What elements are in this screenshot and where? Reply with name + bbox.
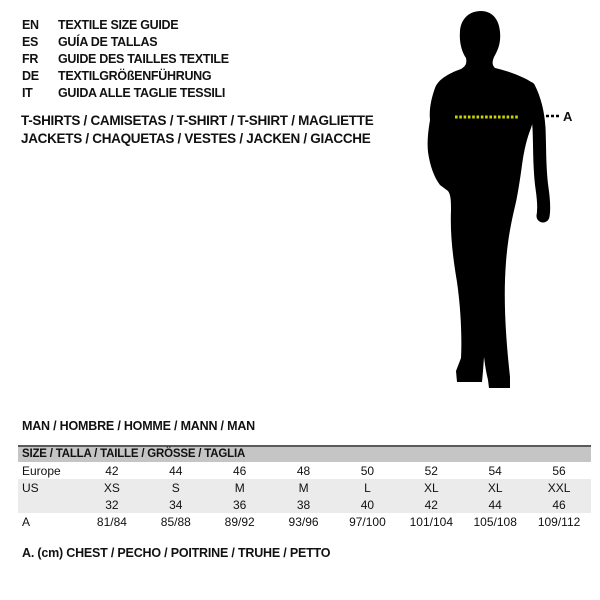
garment-line-jackets: JACKETS / CHAQUETAS / VESTES / JACKEN / GIACCHE bbox=[21, 131, 371, 146]
size-cell: M bbox=[234, 480, 245, 495]
size-cell: 50 bbox=[360, 463, 375, 478]
size-cell: 85/88 bbox=[160, 514, 191, 529]
table-row-europe bbox=[18, 462, 591, 479]
size-table bbox=[18, 445, 591, 530]
size-cell: 101/104 bbox=[409, 514, 453, 529]
size-cell: 52 bbox=[424, 463, 438, 478]
man-body-shape bbox=[428, 11, 538, 388]
row-label: Europe bbox=[22, 463, 61, 478]
size-cell: XXL bbox=[547, 480, 571, 495]
language-row-it bbox=[22, 84, 229, 101]
language-title: GUIDE DES TAILLES TEXTILE bbox=[58, 51, 229, 66]
size-cell: 34 bbox=[169, 497, 183, 512]
language-title: TEXTILE SIZE GUIDE bbox=[58, 17, 179, 32]
size-cell: 36 bbox=[233, 497, 247, 512]
size-cell: 44 bbox=[488, 497, 502, 512]
section-title-man: MAN / HOMBRE / HOMME / MANN / MAN bbox=[22, 419, 255, 433]
size-cell: XS bbox=[103, 480, 120, 495]
garment-categories bbox=[21, 112, 373, 148]
man-right-arm-shape bbox=[529, 88, 544, 216]
garment-line-tshirts: T-SHIRTS / CAMISETAS / T-SHIRT / T-SHIRT / MAGLIETTE bbox=[21, 113, 374, 128]
language-code: ES bbox=[22, 34, 39, 49]
size-cell: 97/100 bbox=[349, 514, 386, 529]
size-cell: 54 bbox=[488, 463, 502, 478]
size-cell: 56 bbox=[552, 463, 566, 478]
size-cell: L bbox=[364, 480, 371, 495]
man-right-hand-shape bbox=[537, 203, 549, 221]
size-cell: 48 bbox=[296, 463, 311, 478]
language-code: DE bbox=[22, 68, 39, 83]
language-title: GUÍA DE TALLAS bbox=[58, 34, 158, 49]
language-code: IT bbox=[22, 85, 33, 100]
size-cell: 81/84 bbox=[96, 514, 127, 529]
language-row-en bbox=[22, 16, 229, 33]
language-title: GUIDA ALLE TAGLIE TESSILI bbox=[58, 85, 226, 100]
size-cell: XL bbox=[423, 480, 439, 495]
table-row-us-numbers bbox=[18, 496, 591, 513]
table-row-us-letters bbox=[18, 479, 591, 496]
language-row-es bbox=[22, 33, 229, 50]
row-label: US bbox=[22, 480, 39, 495]
size-cell: 44 bbox=[169, 463, 183, 478]
language-list bbox=[22, 16, 229, 101]
size-cell: 89/92 bbox=[224, 514, 255, 529]
size-table-header: SIZE / TALLA / TAILLE / GRÖSSE / TAGLIA bbox=[18, 447, 591, 462]
measurement-legend: A. (cm) CHEST / PECHO / POITRINE / TRUHE / PETTO bbox=[22, 546, 331, 560]
language-title: TEXTILGRÖßENFÜHRUNG bbox=[58, 68, 212, 83]
size-cell: 32 bbox=[105, 497, 119, 512]
man-silhouette-svg bbox=[395, 0, 600, 400]
measure-label-a: A bbox=[563, 109, 573, 124]
language-code: FR bbox=[22, 51, 39, 66]
size-cell: 38 bbox=[296, 497, 311, 512]
language-row-de bbox=[22, 67, 229, 84]
size-cell: 109/112 bbox=[537, 514, 581, 529]
size-cell: 40 bbox=[360, 497, 375, 512]
size-cell: 42 bbox=[424, 497, 438, 512]
man-silhouette-figure bbox=[395, 0, 600, 400]
language-row-fr bbox=[22, 50, 229, 67]
row-label: A bbox=[22, 514, 31, 529]
size-cell: 46 bbox=[233, 463, 247, 478]
size-cell: 42 bbox=[105, 463, 119, 478]
size-cell: S bbox=[171, 480, 180, 495]
size-cell: XL bbox=[487, 480, 503, 495]
language-code: EN bbox=[22, 17, 39, 32]
size-cell: 46 bbox=[552, 497, 566, 512]
size-cell: M bbox=[298, 480, 309, 495]
size-cell: 93/96 bbox=[288, 514, 319, 529]
size-cell: 105/108 bbox=[473, 514, 517, 529]
table-row-chest-cm bbox=[18, 513, 591, 530]
